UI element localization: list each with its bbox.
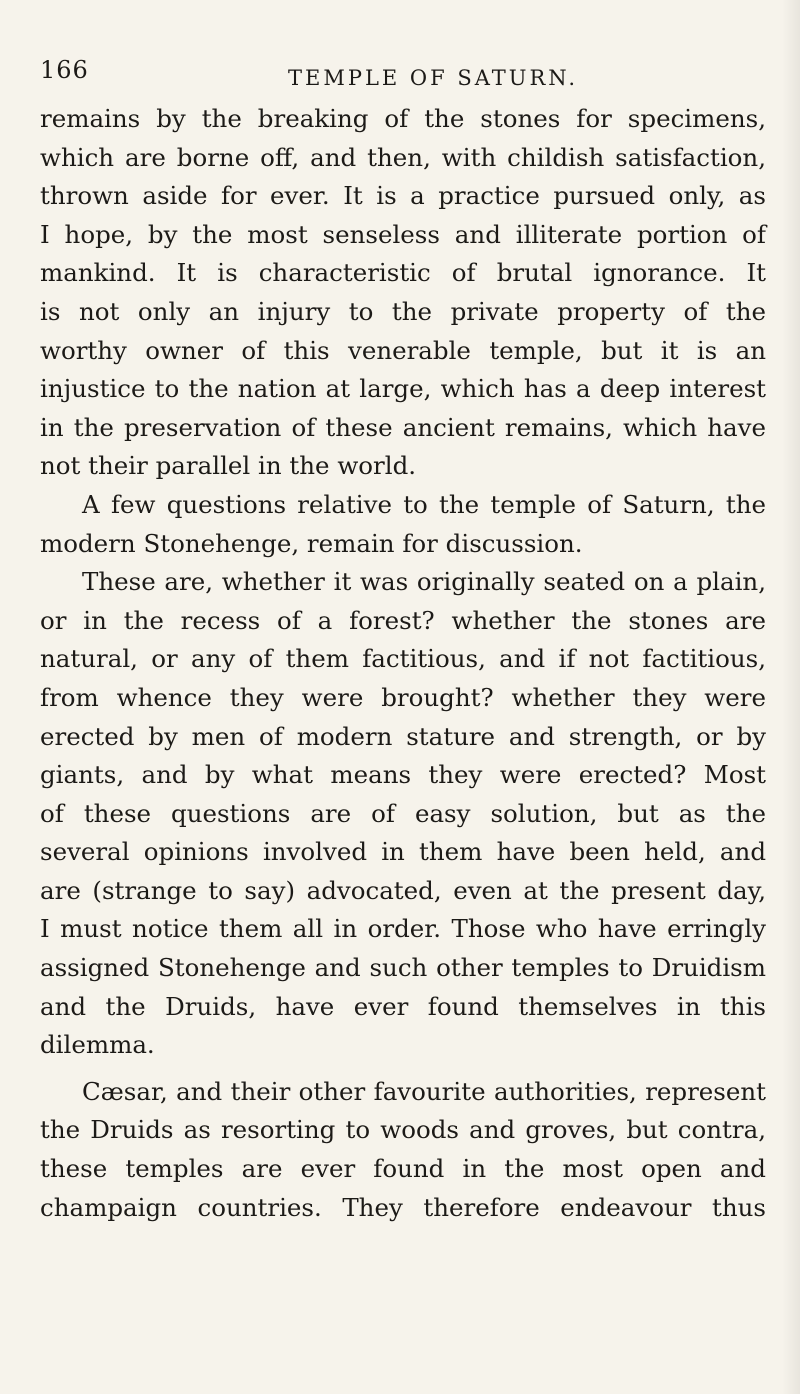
text-line: assigned Stonehenge and such other temples to Druidism <box>40 953 766 983</box>
text-line: in the preservation of these ancient remains, which have <box>40 412 766 442</box>
text-line: are (strange to say) advocated, even at the present day, <box>40 875 766 905</box>
text-line: worthy owner of this venerable temple, but it is an <box>40 335 766 365</box>
text-line: A few questions relative to the temple of Saturn, the <box>82 489 766 519</box>
text-line: I hope, by the most senseless and illiterate portion of <box>40 219 766 249</box>
running-head: TEMPLE OF SATURN. <box>288 66 579 90</box>
text-line: or in the recess of a forest? whether the stones are <box>40 605 766 635</box>
text-line: of these questions are of easy solution, but as the <box>40 798 766 828</box>
paragraph-1 <box>40 100 766 486</box>
text-line: remains by the breaking of the stones for specimens, <box>40 104 766 133</box>
text-line: thrown aside for ever. It is a practice pursued only, as <box>40 181 766 211</box>
text-line: natural, or any of them factitious, and if not factitious, <box>40 644 766 674</box>
text-line: several opinions involved in them have been held, and <box>40 837 766 867</box>
text-line: I must notice them all in order. Those who have erringly <box>40 914 766 944</box>
paragraph-spacing <box>40 1065 766 1073</box>
page-number: 166 <box>40 56 89 84</box>
text-line: modern Stonehenge, remain for discussion. <box>40 528 583 558</box>
text-line: is not only an injury to the private property of the <box>40 296 766 326</box>
text-line: mankind. It is characteristic of brutal ignorance. It <box>40 258 766 288</box>
text-line: Cæsar, and their other favourite authorities, represent <box>82 1076 766 1106</box>
text-line: These are, whether it was originally seated on a plain, <box>82 567 766 597</box>
paragraph-3 <box>40 563 766 1065</box>
text-line: dilemma. <box>40 1030 155 1060</box>
text-line: erected by men of modern stature and strength, or by <box>40 721 766 751</box>
text-line: which are borne off, and then, with childish satisfaction, <box>40 142 766 172</box>
page-edge-shadow <box>782 0 800 1394</box>
text-line: not their parallel in the world. <box>40 451 417 481</box>
paragraph-2 <box>40 486 766 563</box>
text-line: and the Druids, have ever found themselves in this <box>40 991 766 1021</box>
body-text <box>40 100 766 1227</box>
text-line: champaign countries. They therefore endeavour thus <box>40 1192 766 1222</box>
text-line: the Druids as resorting to woods and groves, but contra, <box>40 1115 766 1145</box>
paragraph-4 <box>40 1073 766 1227</box>
text-line: these temples are ever found in the most open and <box>40 1154 766 1184</box>
text-line: giants, and by what means they were erected? Most <box>40 760 766 790</box>
text-line: injustice to the nation at large, which has a deep interest <box>40 374 766 404</box>
text-line: from whence they were brought? whether they were <box>40 682 766 712</box>
